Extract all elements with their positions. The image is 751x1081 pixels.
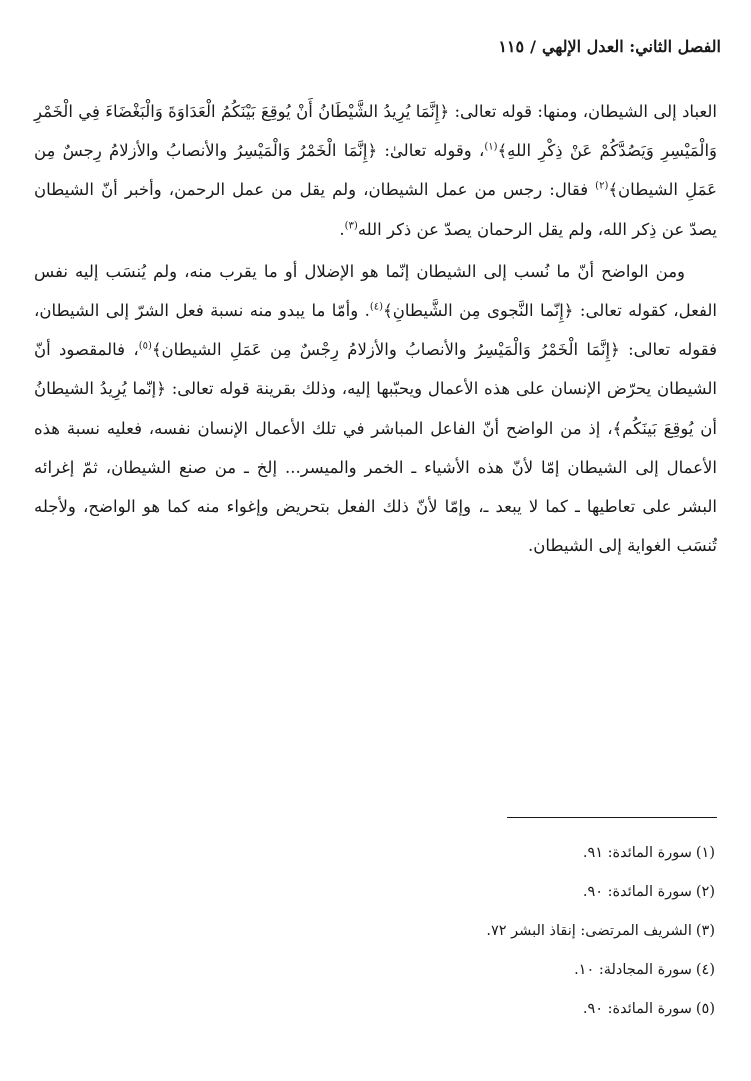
footnote-number: (١)	[695, 845, 715, 861]
paragraph-1-text-1: العباد إلى الشيطان، ومنها: قوله تعالى: ﴿إِنَّمَا يُرِيدُ الشَّيْطَانُ أَنْ يُوقِعَ بَيْنَكُمُ الْعَدَاوَةَ وَالْبَغْضَاءَ فِي الْخَمْرِ وَالْمَيْسِرِ وَيَصُدَّكُمْ عَنْ ذِكْرِ اللهِ﴾	[34, 102, 717, 161]
main-text	[34, 92, 717, 565]
page-number: ١١٥	[498, 37, 525, 56]
paragraph-2-text-3: ، فالمقصود أنّ الشيطان يحرّض الإنسان على هذه الأعمال ويحبّبها إليه، وذلك بقرينة قوله تعالى: ﴿إنّما يُرِيدُ الشيطانُ أن يُوقِعَ بَينَكُم﴾، إذ من الواضح أنّ الفاعل المباشر في تلك الأعمال الإنسان نفسه، فعليه نسبة هذه الأعمال إلى الشيطان إمّا لأنّ هذه الأشياء ـ الخمر والميسر... إلخ ـ من صنع الشيطان، ثمّ إغرائه البشر على تعاطيها ـ كما لا يبعد ـ، وإمّا لأنّ ذلك الفعل بتحريض وإغواء منه كما هو الواضح، ولأجله تُنسَب الغواية إلى الشيطان.	[34, 340, 717, 556]
footnote-text: سورة المائدة: ٩٠.	[582, 884, 692, 900]
footnote-5	[36, 990, 715, 1029]
footnote-text: الشريف المرتضى: إنقاذ البشر ٧٢.	[486, 923, 692, 939]
footnote-2	[36, 873, 715, 912]
footnote-ref-1: (١)	[484, 141, 498, 153]
footnote-3	[36, 912, 715, 951]
footnote-ref-3: (٣)	[344, 220, 358, 232]
paragraph-2-text-2: . وأمّا ما يبدو منه نسبة فعل الشرّ إلى الشيطان، فقوله تعالى: ﴿إِنَّمَا الْخَمْرُ وَالْمَيْسِرُ والأنصابُ والأزلامُ رِجْسٌ مِن عَمَلِ الشيطان﴾	[34, 301, 717, 360]
footnote-number: (٥)	[695, 1001, 715, 1017]
paragraph-1	[34, 92, 717, 249]
chapter-title: الفصل الثاني: العدل الإلهي	[541, 37, 721, 56]
footnote-number: (٤)	[695, 962, 715, 978]
footnote-divider	[507, 817, 717, 818]
paragraph-2	[34, 252, 717, 566]
footnotes-list	[36, 834, 715, 1029]
footnote-number: (٣)	[695, 923, 715, 939]
paragraph-1-text-2: ، وقوله تعالىٰ: ﴿إِنَّمَا الْخَمْرُ وَالْمَيْسِرُ والأنصابُ والأزلامُ رِجسٌ مِن عَمَلِ الشيطان﴾	[34, 141, 717, 200]
footnote-ref-2: (٢)	[595, 180, 609, 192]
paragraph-1-text-3: فقال: رجس من عمل الشيطان، ولم يقل من عمل الرحمن، وأخبر أنّ الشيطان يصدّ عن ذِكر الله، ولم يقل الرحمان يصدّ عن ذكر الله	[34, 180, 717, 239]
page-header	[30, 34, 721, 60]
footnote-ref-4: (٤)	[369, 301, 384, 313]
footnote-ref-5: (٥)	[138, 340, 152, 352]
footnote-1	[36, 834, 715, 873]
footnote-text: سورة المائدة: ٩٠.	[582, 1001, 692, 1017]
footnote-text: سورة المجادلة: ١٠.	[574, 962, 692, 978]
footnote-number: (٢)	[695, 884, 715, 900]
footnote-4	[36, 951, 715, 990]
paragraph-1-text-4: .	[339, 219, 345, 239]
header-separator: /	[530, 37, 536, 56]
paragraph-2-text-1: ومن الواضح أنّ ما نُسب إلى الشيطان إنّما هو الإضلال أو ما يقرب منه، ولم يُنسَب إليه نفس الفعل، كقوله تعالى: ﴿إِنّما النَّجوى مِن الشَّيطانِ﴾	[34, 261, 717, 321]
footnote-text: سورة المائدة: ٩١.	[582, 845, 692, 861]
